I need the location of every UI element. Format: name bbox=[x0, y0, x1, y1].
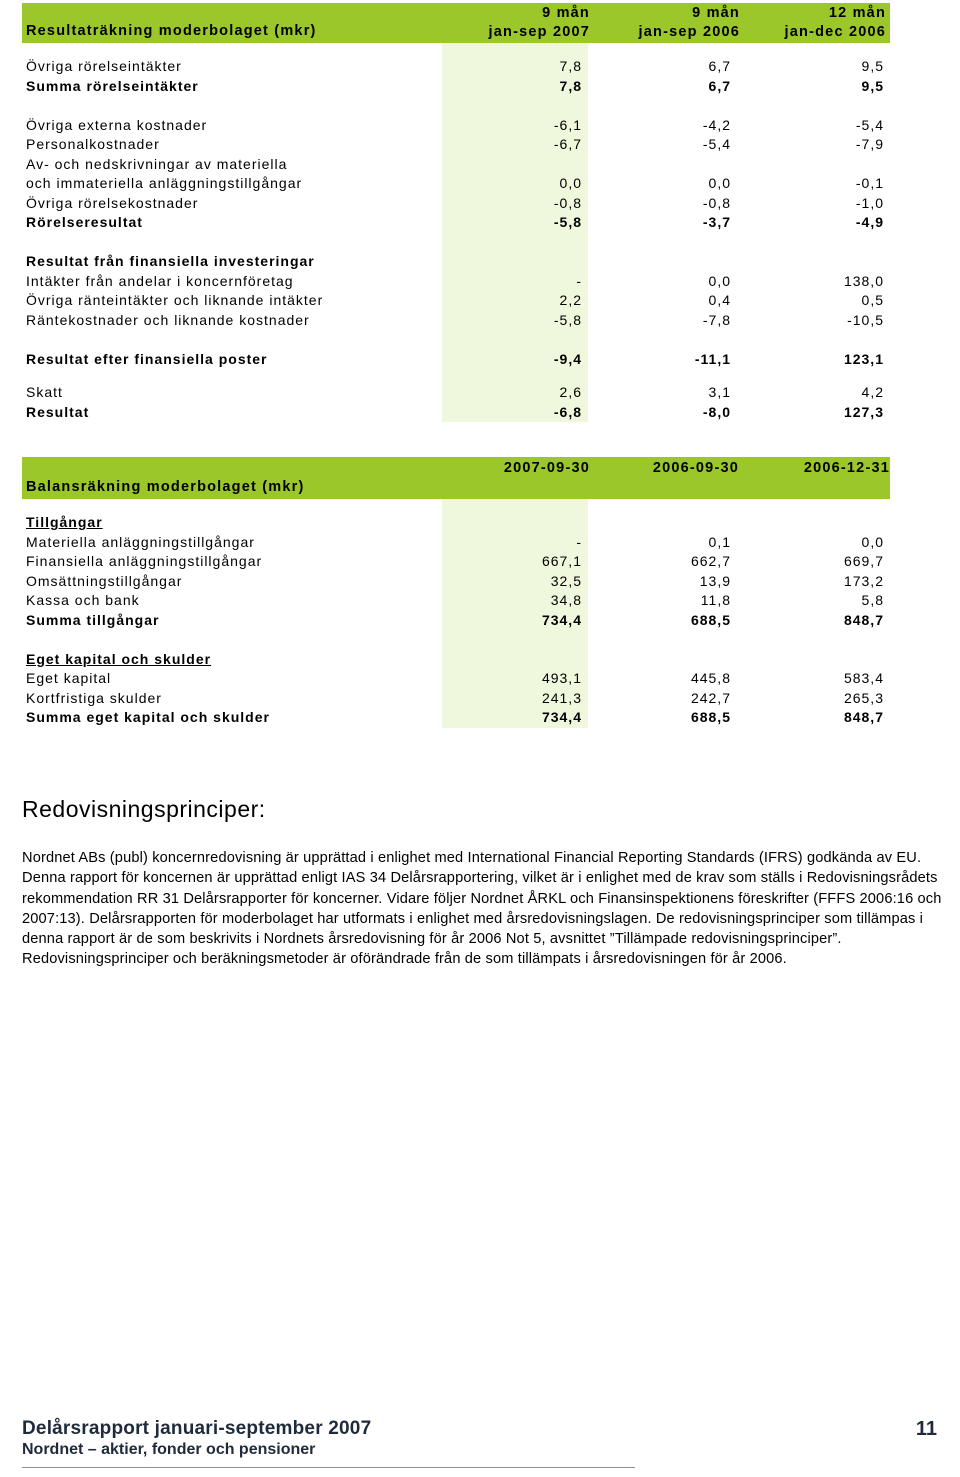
table-row bbox=[22, 708, 890, 728]
row-label: Övriga rörelsekostnader bbox=[26, 194, 199, 211]
row-value: 9,5 bbox=[861, 58, 884, 74]
balance-sheet-table bbox=[22, 457, 890, 728]
row-value: -9,4 bbox=[553, 350, 582, 367]
row-value: 445,8 bbox=[690, 670, 731, 686]
table-row bbox=[22, 403, 890, 423]
row-label: Resultat efter finansiella poster bbox=[26, 350, 268, 367]
row-value: 848,7 bbox=[843, 611, 884, 628]
row-value: 34,8 bbox=[550, 592, 582, 608]
row-value: 0,0 bbox=[861, 533, 884, 550]
row-value: 7,8 bbox=[559, 77, 582, 94]
row-label: Skatt bbox=[26, 384, 63, 400]
row-value: 9,5 bbox=[861, 77, 884, 94]
row-value: -8,0 bbox=[702, 403, 731, 420]
column-header-range: jan-sep 2006 bbox=[638, 24, 740, 40]
table-row bbox=[22, 552, 890, 572]
table-row bbox=[22, 135, 890, 155]
table-row bbox=[22, 669, 890, 689]
column-header bbox=[590, 4, 740, 42]
principles-heading: Redovisningsprinciper: bbox=[22, 796, 266, 822]
row-value: - bbox=[576, 272, 582, 289]
row-label: Summa rörelseintäkter bbox=[26, 77, 199, 94]
column-header bbox=[440, 4, 590, 42]
row-value: -4,9 bbox=[855, 214, 884, 230]
table-row bbox=[22, 311, 890, 331]
row-value: -3,7 bbox=[702, 214, 731, 230]
table-row bbox=[22, 591, 890, 611]
row-value: 493,1 bbox=[541, 670, 582, 686]
row-label: Intäkter från andelar i koncernföretag bbox=[26, 272, 294, 289]
row-value: 127,3 bbox=[843, 403, 884, 420]
row-value: 688,5 bbox=[690, 709, 731, 725]
row-value: 6,7 bbox=[708, 58, 731, 74]
income-statement-header bbox=[22, 3, 890, 43]
row-label: Resultat från finansiella investeringar bbox=[26, 253, 315, 269]
row-label: Eget kapital och skulder bbox=[26, 650, 212, 667]
table-row bbox=[22, 689, 890, 709]
row-value: -11,1 bbox=[694, 350, 731, 367]
table-row bbox=[22, 57, 890, 77]
row-label: Summa eget kapital och skulder bbox=[26, 709, 270, 725]
row-label: Räntekostnader och liknande kostnader bbox=[26, 311, 310, 328]
table-row bbox=[22, 350, 890, 370]
table-row bbox=[22, 213, 890, 233]
row-value: 2,6 bbox=[559, 384, 582, 400]
income-statement-table bbox=[22, 3, 890, 422]
row-value: 0,1 bbox=[708, 533, 731, 550]
company-tagline: Nordnet – aktier, fonder och pensioner bbox=[22, 1441, 316, 1458]
row-label: Kortfristiga skulder bbox=[26, 689, 162, 706]
row-value: -5,4 bbox=[855, 116, 884, 133]
column-header-period: 12 mån bbox=[828, 5, 886, 21]
row-value: 662,7 bbox=[690, 553, 731, 569]
row-value: 5,8 bbox=[861, 592, 884, 608]
row-value: 734,4 bbox=[541, 611, 582, 628]
column-header-range: jan-dec 2006 bbox=[784, 24, 886, 40]
table-row bbox=[22, 194, 890, 214]
row-value: -6,7 bbox=[553, 136, 582, 152]
table-row bbox=[22, 383, 890, 403]
row-value: 138,0 bbox=[843, 272, 884, 289]
row-value: 688,5 bbox=[690, 611, 731, 628]
row-value: -5,4 bbox=[702, 136, 731, 152]
balance-sheet-header bbox=[22, 457, 890, 499]
row-value: 2,2 bbox=[559, 292, 582, 308]
row-value: -0,8 bbox=[553, 194, 582, 211]
row-value: 4,2 bbox=[861, 384, 884, 400]
page-footer bbox=[22, 1418, 937, 1459]
column-header-period: 9 mån bbox=[542, 5, 590, 21]
table-row bbox=[22, 116, 890, 136]
table-row bbox=[22, 533, 890, 553]
principles-text: Nordnet ABs (publ) koncernredovisning är upprättad i enlighet med International Financial Reporting Standards (IFRS) godkända av EU. Denna rapport för koncernen är upprättad enligt IAS 34 Delårsrapportering, vilket är i enlighet med de krav som ställs i Redovisningsrådets rekommendation RR 31 Delårsrapporter för koncerner. Vidare följer Nordnet ÅRKL och Finansinspektionens föreskrifter (FFFS 2006:16 och 2007:13). Delårsrapporten för moderbolaget har utformats i enlighet med årsredovisningslagen. De redovisningsprinciper som tillämpas i denna rapport är de som beskrivits i Nordnets årsredovisning för år 2006 Not 5, avsnittet ”Tillämpade redovisningsprinciper”. Redovisningsprinciper och beräkningsmetoder är oförändrade från de som tillämpats i årsredovisningen för år 2006. bbox=[22, 850, 942, 968]
row-value: 173,2 bbox=[843, 572, 884, 589]
row-value: 3,1 bbox=[708, 384, 731, 400]
section-heading bbox=[22, 252, 890, 272]
column-header: 2006-09-30 bbox=[652, 460, 739, 476]
report-title: Delårsrapport januari-september 2007 bbox=[22, 1418, 372, 1439]
row-label: Övriga ränteintäkter och liknande intäkter bbox=[26, 292, 324, 308]
table-row bbox=[22, 272, 890, 292]
row-value: 734,4 bbox=[541, 709, 582, 725]
table-row bbox=[22, 155, 890, 175]
row-value: -7,9 bbox=[855, 136, 884, 152]
row-label: Eget kapital bbox=[26, 670, 112, 686]
income-statement-body bbox=[22, 43, 890, 422]
table-row bbox=[22, 77, 890, 97]
table-row bbox=[22, 174, 890, 194]
row-value: 11,8 bbox=[700, 592, 731, 608]
row-label: Personalkostnader bbox=[26, 136, 160, 152]
row-value: 669,7 bbox=[843, 553, 884, 569]
row-value: -5,8 bbox=[553, 214, 582, 230]
table-row bbox=[22, 572, 890, 592]
row-value: 0,4 bbox=[708, 292, 731, 308]
table-row bbox=[22, 611, 890, 631]
column-header bbox=[736, 4, 886, 42]
row-value: 242,7 bbox=[690, 689, 731, 706]
row-label: Omsättningstillgångar bbox=[26, 572, 183, 589]
row-value: 667,1 bbox=[541, 553, 582, 569]
row-value: 0,0 bbox=[708, 175, 731, 191]
row-label: Av- och nedskrivningar av materiella bbox=[26, 155, 288, 172]
row-value: -7,8 bbox=[702, 311, 731, 328]
row-value: 0,0 bbox=[559, 175, 582, 191]
row-value: -1,0 bbox=[855, 194, 884, 211]
row-label: Resultat bbox=[26, 403, 90, 420]
balance-sheet-title: Balansräkning moderbolaget (mkr) bbox=[26, 479, 305, 495]
row-value: 0,0 bbox=[708, 272, 731, 289]
row-value: 32,5 bbox=[550, 572, 582, 589]
row-label: Finansiella anläggningstillgångar bbox=[26, 553, 263, 569]
balance-sheet-body bbox=[22, 499, 890, 728]
table-row bbox=[22, 291, 890, 311]
row-label: Rörelseresultat bbox=[26, 214, 143, 230]
row-label: Summa tillgångar bbox=[26, 611, 160, 628]
page-number: 11 bbox=[915, 1418, 937, 1440]
footer-divider bbox=[22, 1467, 635, 1468]
income-statement-title: Resultaträkning moderbolaget (mkr) bbox=[26, 23, 317, 39]
column-header: 2006-12-31 bbox=[803, 460, 890, 476]
row-value: -6,1 bbox=[553, 116, 582, 133]
row-label: Kassa och bank bbox=[26, 592, 140, 608]
row-value: 13,9 bbox=[699, 572, 731, 589]
row-value: -4,2 bbox=[702, 116, 731, 133]
column-header: 2007-09-30 bbox=[503, 460, 590, 476]
row-value: 848,7 bbox=[843, 709, 884, 725]
row-label: Materiella anläggningstillgångar bbox=[26, 533, 255, 550]
row-value: -5,8 bbox=[553, 311, 582, 328]
row-value: 0,5 bbox=[861, 292, 884, 308]
row-value: 7,8 bbox=[559, 58, 582, 74]
section-heading bbox=[22, 650, 890, 670]
row-value: -0,8 bbox=[702, 194, 731, 211]
row-value: 583,4 bbox=[843, 670, 884, 686]
column-header-range: jan-sep 2007 bbox=[488, 24, 590, 40]
row-value: -6,8 bbox=[553, 403, 582, 420]
row-value: 265,3 bbox=[843, 689, 884, 706]
row-value: -10,5 bbox=[847, 311, 884, 328]
row-label: och immateriella anläggningstillgångar bbox=[26, 175, 303, 191]
column-header-period: 9 mån bbox=[692, 5, 740, 21]
row-value: 241,3 bbox=[541, 689, 582, 706]
row-label: Tillgångar bbox=[26, 514, 103, 530]
row-value: - bbox=[576, 533, 582, 550]
row-label: Övriga rörelseintäkter bbox=[26, 58, 182, 74]
row-value: 123,1 bbox=[843, 350, 884, 367]
row-value: 6,7 bbox=[708, 77, 731, 94]
row-value: -0,1 bbox=[855, 175, 884, 191]
row-label: Övriga externa kostnader bbox=[26, 116, 208, 133]
section-heading bbox=[22, 513, 890, 533]
